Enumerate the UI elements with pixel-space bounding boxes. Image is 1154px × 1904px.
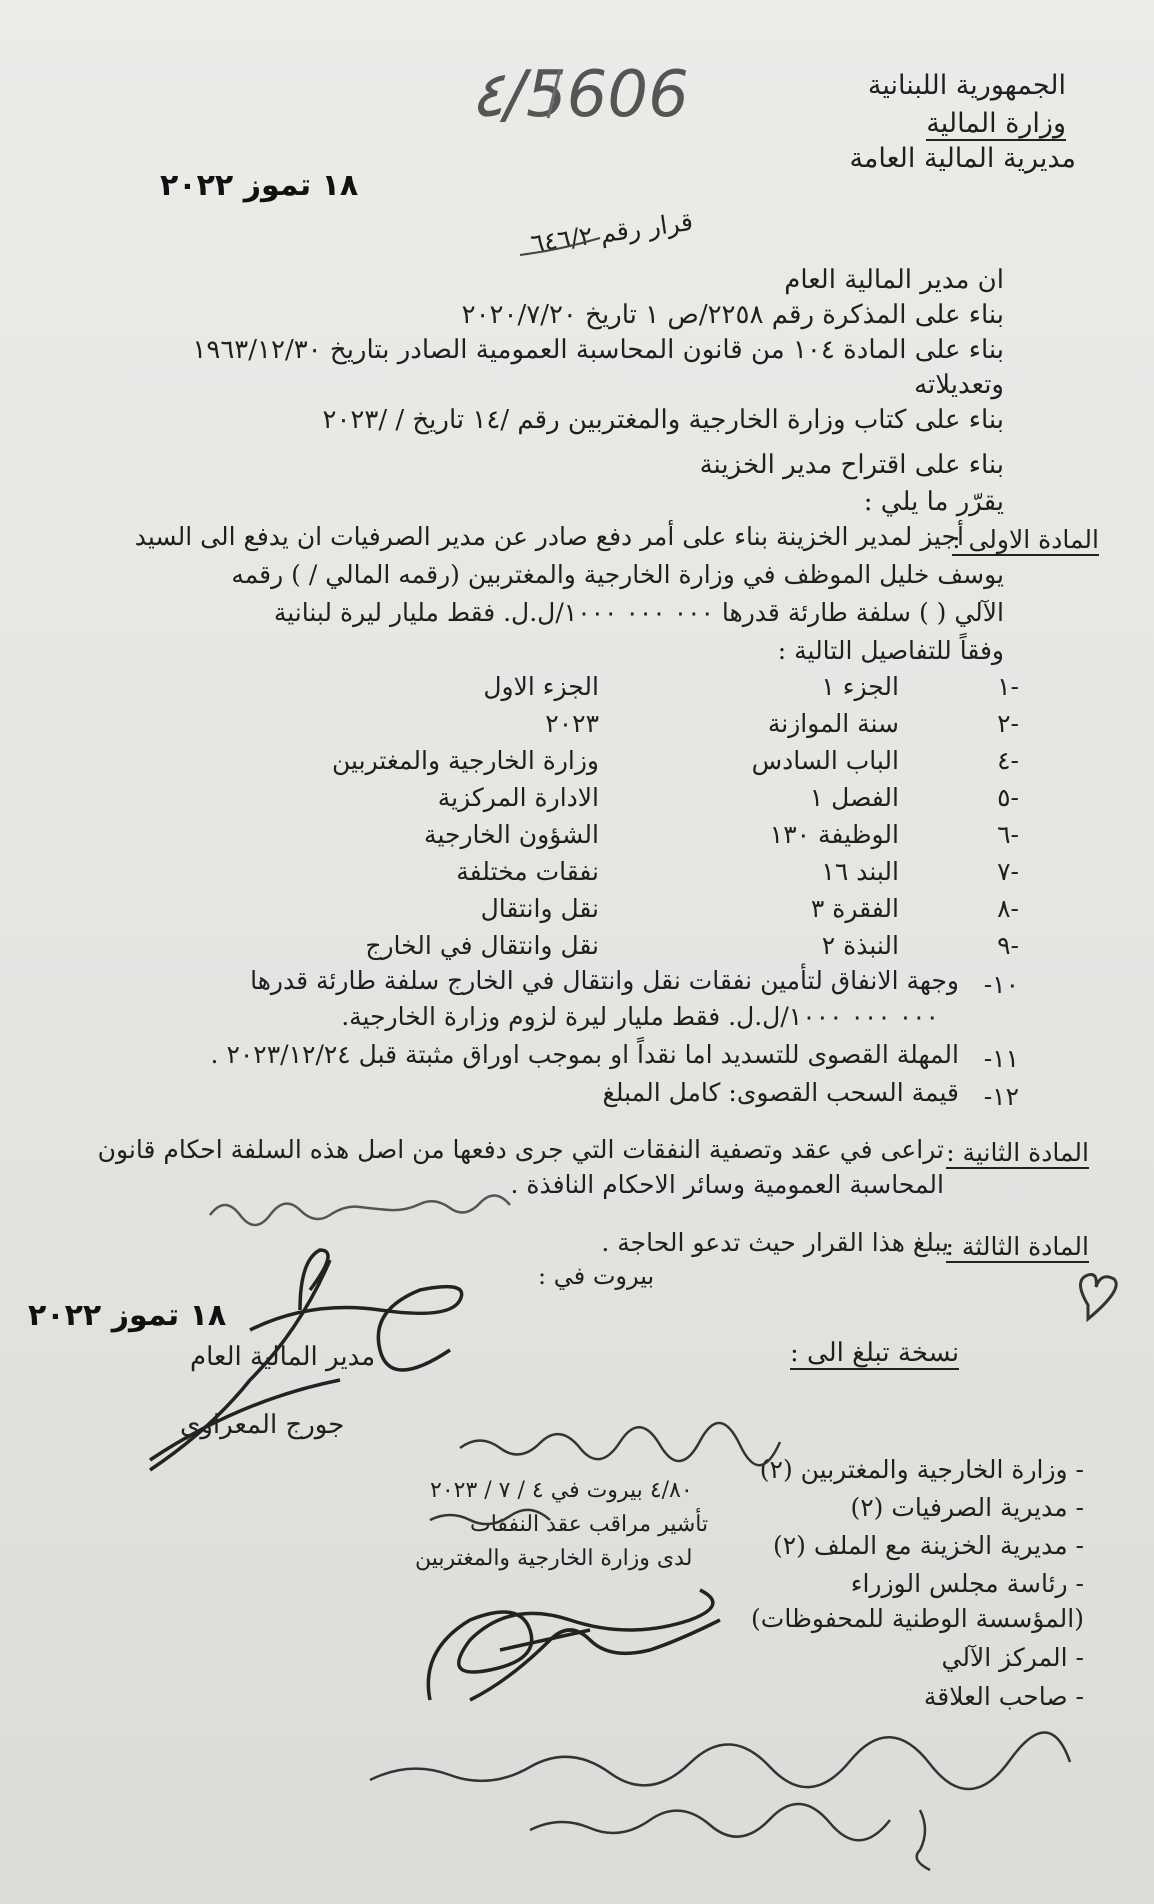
item-name: الباب السادس xyxy=(751,746,899,775)
controller-stamp-line: ٤/٨٠ بيروت في ٤ / ٧ / ٢٠٢٣ xyxy=(430,1478,693,1503)
preamble-line: بناء على كتاب وزارة الخارجية والمغتربين رقم /١٤ تاريخ / /٢٠٢٣ xyxy=(322,405,1004,435)
item-value: الجزء الاول xyxy=(483,672,599,701)
item-number: -٢ xyxy=(997,709,1019,738)
item-name: الجزء ١ xyxy=(821,672,899,701)
decision-number: قرار رقم ٦٤٦/٢ xyxy=(528,206,695,259)
handwritten-receipt-note xyxy=(430,1423,780,1524)
article2-line: تراعى في عقد وتصفية النفقات التي جرى دفعها من اصل هذه السلفة احكام قانون xyxy=(97,1135,944,1164)
item-text: المهلة القصوى للتسديد اما نقداً او بموجب اوراق مثبتة قبل ٢٠٢٣/١٢/٢٤ . xyxy=(210,1040,959,1069)
article3-label: المادة الثالثة : xyxy=(945,1232,1089,1261)
heart-mark xyxy=(1081,1275,1117,1320)
preamble-line: يقرّر ما يلي : xyxy=(863,487,1004,517)
recipient-item: - وزارة الخارجية والمغتربين (٢) xyxy=(759,1455,1084,1484)
article1-line: وفقاً للتفاصيل التالية : xyxy=(777,636,1004,665)
item-name: النبذة ٢ xyxy=(821,931,899,960)
signatory-name: جورج المعراوي xyxy=(180,1410,345,1440)
item-value: نقل وانتقال في الخارج xyxy=(365,931,599,960)
org-name-directorate: مديرية المالية العامة xyxy=(849,143,1076,174)
stamped-date-top: ١٨ تموز ٢٠٢٢ xyxy=(160,168,359,203)
preamble-line: بناء على المذكرة رقم ٢٢٥٨/ص ١ تاريخ ٢٠٢٠/٧/٢٠ xyxy=(461,300,1004,330)
item-value: نقل وانتقال xyxy=(480,894,599,923)
handwritten-slash xyxy=(548,70,560,118)
signatory-title: مدير المالية العام xyxy=(190,1342,376,1372)
article1-line: الآلي ( ) سلفة طارئة قدرها ٠٠٠ ٠٠٠ ١٠٠٠/ل.ل. فقط مليار ليرة لبنانية xyxy=(273,598,1004,627)
item-number: -٨ xyxy=(997,894,1019,923)
stamped-date-signature: ١٨ تموز ٢٠٢٢ xyxy=(28,1298,227,1333)
item-name: الفقرة ٣ xyxy=(810,894,899,923)
recipient-item: - رئاسة مجلس الوزراء xyxy=(850,1569,1084,1598)
item-number: -١ xyxy=(997,672,1019,701)
item-name: الفصل ١ xyxy=(809,783,899,812)
item-text: وجهة الانفاق لتأمين نفقات نقل وانتقال في الخارج سلفة طارئة قدرها xyxy=(250,966,959,995)
article2-line: المحاسبة العمومية وسائر الاحكام النافذة . xyxy=(510,1170,944,1199)
recipient-item: - المركز الآلي xyxy=(941,1643,1084,1672)
item-number: -٧ xyxy=(997,857,1019,886)
signature-place: بيروت في : xyxy=(538,1262,655,1290)
org-name-republic: الجمهورية اللبنانية xyxy=(867,70,1066,101)
handwritten-reference: ٤/5606 xyxy=(470,58,689,132)
item-text: قيمة السحب القصوى: كامل المبلغ xyxy=(602,1078,959,1107)
bottom-handwritten-note xyxy=(370,1732,1070,1870)
item-text: ٠٠٠ ٠٠٠ ١٠٠٠/ل.ل. فقط مليار ليرة لزوم وزارة الخارجية. xyxy=(341,1002,939,1031)
item-name: الوظيفة ١٣٠ xyxy=(769,820,899,849)
item-number: -١٠ xyxy=(983,970,1019,999)
preamble-line: بناء على اقتراح مدير الخزينة xyxy=(699,450,1004,480)
controller-signature xyxy=(428,1590,720,1700)
org-name-ministry: وزارة المالية xyxy=(926,108,1066,139)
item-number: -٩ xyxy=(997,931,1019,960)
item-number: -٤ xyxy=(997,746,1019,775)
controller-stamp-line: لدى وزارة الخارجية والمغتربين xyxy=(415,1546,693,1571)
article2-label: المادة الثانية : xyxy=(946,1138,1089,1167)
preamble-line: ان مدير المالية العام xyxy=(784,265,1004,295)
article1-label: المادة الاولى : xyxy=(952,525,1099,554)
item-number: -٦ xyxy=(997,820,1019,849)
recipient-item: - مديرية الخزينة مع الملف (٢) xyxy=(772,1531,1084,1560)
article1-line: أجيز لمدير الخزينة بناء على أمر دفع صادر عن مدير الصرفيات ان يدفع الى السيد xyxy=(134,522,964,551)
copy-to-label: نسخة تبلغ الى : xyxy=(790,1338,960,1368)
recipient-item: - صاحب العلاقة xyxy=(923,1682,1084,1711)
item-value: نفقات مختلفة xyxy=(456,857,599,886)
recipient-item: (المؤسسة الوطنية للمحفوظات) xyxy=(751,1604,1084,1633)
article3-text: يبلغ هذا القرار حيث تدعو الحاجة . xyxy=(601,1228,949,1257)
item-value: الشؤون الخارجية xyxy=(424,820,599,849)
item-number: -٥ xyxy=(997,783,1019,812)
director-signature xyxy=(150,1250,462,1470)
preamble-line: وتعديلاته xyxy=(914,370,1004,400)
preamble-line: بناء على المادة ١٠٤ من قانون المحاسبة العمومية الصادر بتاريخ ١٩٦٣/١٢/٣٠ xyxy=(192,335,1004,365)
handwritten-note-article2 xyxy=(210,1195,510,1225)
recipient-item: - مديرية الصرفيات (٢) xyxy=(850,1493,1084,1522)
item-value: ٢٠٢٣ xyxy=(545,709,599,738)
item-name: سنة الموازنة xyxy=(767,709,899,738)
decision-number-underline xyxy=(520,238,600,255)
item-number: -١٢ xyxy=(983,1082,1019,1111)
article1-line: يوسف خليل الموظف في وزارة الخارجية والمغتربين (رقمه المالي / ) رقمه xyxy=(231,560,1004,589)
controller-stamp-line: تأشير مراقب عقد النفقات xyxy=(470,1512,709,1537)
item-value: وزارة الخارجية والمغتربين xyxy=(332,746,599,775)
item-name: البند ١٦ xyxy=(821,857,899,886)
item-number: -١١ xyxy=(983,1044,1019,1073)
item-value: الادارة المركزية xyxy=(437,783,599,812)
